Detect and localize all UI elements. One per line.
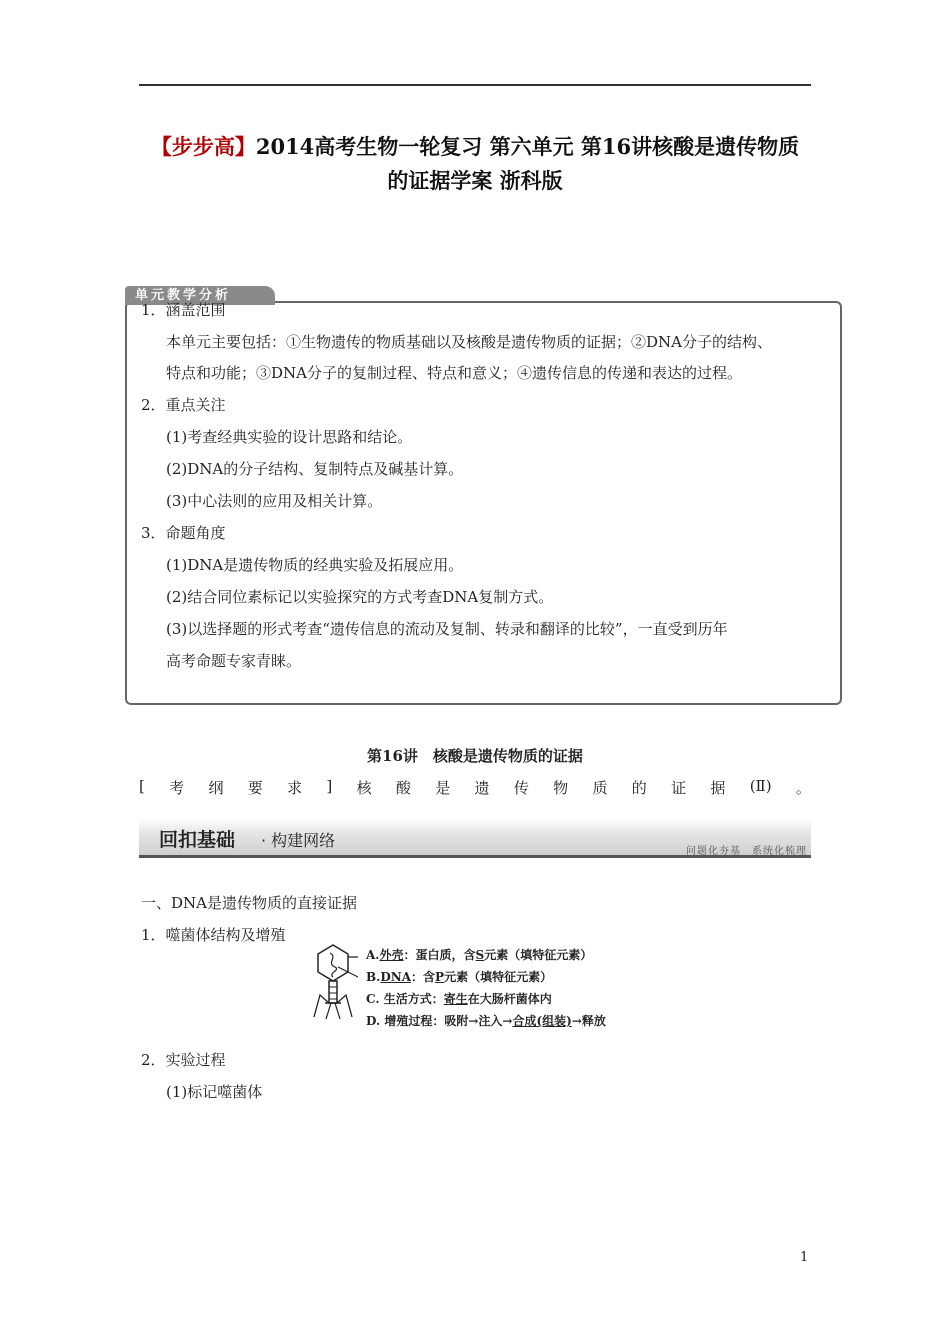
req-char: 求: [287, 779, 303, 797]
banner-sub-text: · 构建网络: [261, 831, 336, 850]
unit-line-10: (2)结合同位素标记以实验探究的方式考查DNA复制方式。: [166, 588, 554, 606]
req-char: 。: [795, 779, 811, 797]
diagram-label-c: C. 生活方式：寄生在大肠杆菌体内: [366, 992, 552, 1006]
unit-line-5: (1)考查经典实验的设计思路和结论。: [166, 428, 413, 446]
unit-line-11: (3)以选择题的形式考查“遗传信息的流动及复制、转录和翻译的比较”，一直受到历年: [166, 620, 728, 638]
banner-main-text: 回扣基础: [159, 829, 236, 851]
header-rule: [139, 84, 811, 86]
banner-right-text: 问题化夯基 系统化梳理: [686, 846, 807, 857]
req-char: 纲: [208, 779, 224, 797]
req-char: 是: [435, 779, 451, 797]
unit-line-7: (3)中心法则的应用及相关计算。: [166, 492, 383, 510]
req-char: 物: [553, 779, 569, 797]
diagram-label-a: A.外壳：蛋白质，含S元素（填特征元素）: [366, 948, 593, 962]
section-banner: [139, 818, 811, 858]
req-char: 传: [513, 779, 529, 797]
req-char: 的: [631, 779, 647, 797]
req-char: 核: [356, 779, 372, 797]
title-line1: 2014高考生物一轮复习 第六单元 第16讲核酸是遗传物质: [255, 134, 800, 159]
req-char: 质: [592, 779, 608, 797]
diagram-label-d: D. 增殖过程：吸附→注入→合成(组装)→释放: [366, 1014, 606, 1028]
unit-line-6: (2)DNA的分子结构、复制特点及碱基计算。: [166, 460, 464, 478]
req-char: 酸: [395, 779, 411, 797]
heading-1: 一、DNA是遗传物质的直接证据: [141, 894, 357, 912]
page-number: 1: [800, 1250, 809, 1265]
unit-line-9: (1)DNA是遗传物质的经典实验及拓展应用。: [166, 556, 464, 574]
item-1: 1．噬菌体结构及增殖: [141, 926, 286, 944]
req-char: 要: [247, 779, 263, 797]
unit-item-3: 3．命题角度: [141, 524, 226, 542]
req-char: 遗: [474, 779, 490, 797]
phage-diagram: [308, 943, 358, 1021]
req-char: 考: [169, 779, 185, 797]
unit-analysis-tab: 单元教学分析: [125, 286, 275, 305]
unit-line-12: 高考命题专家青睐。: [166, 652, 302, 670]
req-char: [: [139, 777, 145, 795]
unit-item-2: 2．重点关注: [141, 396, 226, 414]
req-char: ]: [326, 777, 333, 795]
req-char: (Ⅱ): [749, 777, 772, 795]
item-2-sub: (1)标记噬菌体: [166, 1083, 263, 1101]
title-line2: 的证据学案 浙科版: [387, 168, 563, 193]
item-2: 2．实验过程: [141, 1051, 226, 1069]
req-char: 据: [710, 779, 726, 797]
exam-requirements: [139, 777, 811, 798]
title-bracket: 【步步高】: [150, 134, 256, 159]
unit-line-2: 本单元主要包括：①生物遗传的物质基础以及核酸是遗传物质的证据；②DNA分子的结构、: [166, 333, 772, 351]
diagram-label-b: B.DNA：含P元素（填特征元素）: [366, 970, 553, 984]
lesson-title: 第16讲 核酸是遗传物质的证据: [367, 747, 583, 765]
req-char: 证: [671, 779, 687, 797]
document-title: [120, 130, 830, 198]
unit-line-3: 特点和功能；③DNA分子的复制过程、特点和意义；④遗传信息的传递和表达的过程。: [166, 364, 742, 382]
unit-item-1: 1．涵盖范围: [141, 301, 226, 319]
